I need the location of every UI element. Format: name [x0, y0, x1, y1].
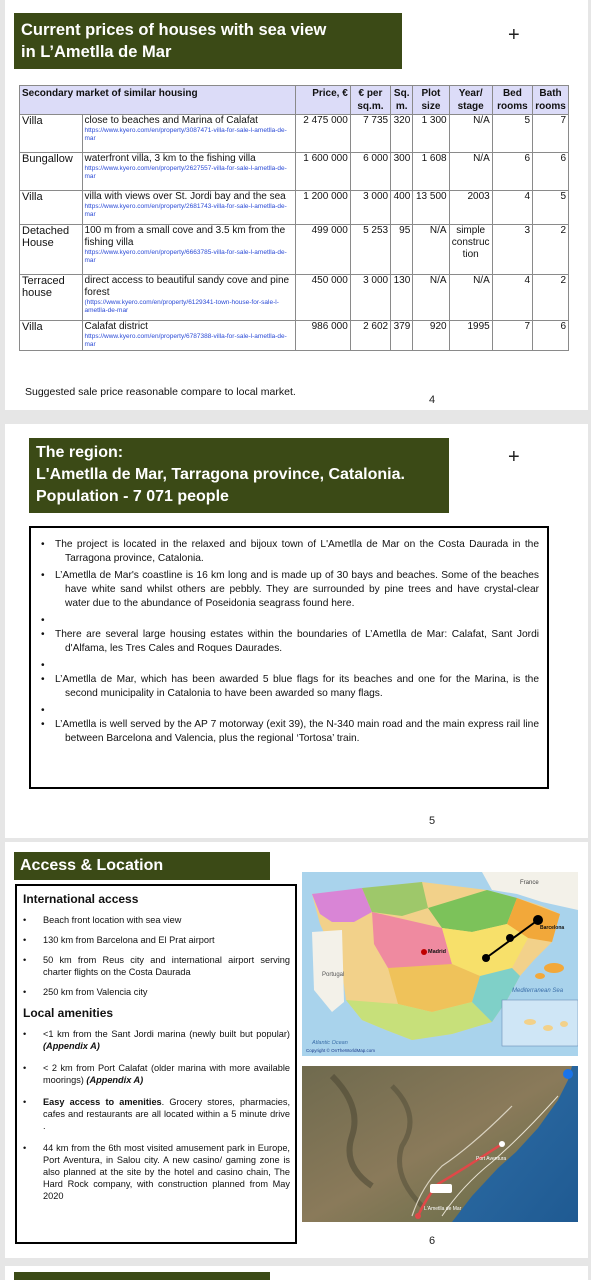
cell-description: direct access to beautiful sandy cove and pine forest (https://www.kyero.com/en/property/6129341-town-house-for-sale-l-ametlla-de-mar [82, 275, 296, 321]
cell-price-per-sqm: 6 000 [350, 153, 390, 191]
market-table [19, 85, 569, 351]
add-button[interactable]: + [508, 446, 520, 468]
page-title [14, 13, 402, 69]
table-row [20, 225, 569, 275]
table-header-row [20, 86, 569, 115]
page-4 [5, 0, 588, 410]
cell-type: Bungallow [20, 153, 83, 191]
list-item: • < 2 km from Port Calafat (older marina with more available moorings) (Appendix A) [23, 1062, 290, 1086]
cell-type: Detached House [20, 225, 83, 275]
list-item: • 50 km from Reus city and international airport serving charter flights on the Costa Daurada [23, 954, 290, 978]
cell-bathrooms: 6 [533, 153, 569, 191]
map-location-icon [563, 1069, 573, 1079]
page-title-banner [14, 1272, 270, 1280]
list-item: • L’Ametlla de Mar, which has been awarded 5 blue flags for its beaches and one for the Marina, is the second municipality in Catalonia to have been awarded so many flags. [41, 673, 539, 701]
cell-price: 1 200 000 [296, 191, 350, 225]
cell-plot: N/A [413, 225, 449, 275]
cell-bathrooms: 7 [533, 115, 569, 153]
satellite-map-graphic [302, 1066, 578, 1222]
access-box [15, 884, 297, 1244]
map-marker [506, 934, 514, 942]
listing-link[interactable]: https://www.kyero.com/en/property/2681743-villa-for-sale-l-ametlla-de-mar [84, 203, 287, 218]
cell-description: 100 m from a small cove and 3.5 km from the fishing villa https://www.kyero.com/en/property/6663785-villa-for-sale-l-ametlla-de-mar [82, 225, 296, 275]
header-sqm: Sq. m. [391, 86, 413, 115]
table-row [20, 153, 569, 191]
cell-sqm: 379 [391, 321, 413, 351]
cell-bathrooms: 2 [533, 225, 569, 275]
listing-link[interactable]: https://www.kyero.com/en/property/6663785-villa-for-sale-l-ametlla-de-mar [84, 249, 287, 264]
cell-plot: 1 300 [413, 115, 449, 153]
list-item: • There are several large housing estates within the boundaries of L’Ametlla de Mar: Calafat, Sant Jordi d'Alfama, les Tres Cales and Roques Daurades. [41, 628, 539, 656]
list-item: • The project is located in the relaxed and bijoux town of L'Ametlla de Mar on the Costa Daurada in the Tarragona province, Catalonia. [41, 538, 539, 566]
cell-type: Villa [20, 321, 83, 351]
page-number: 4 [429, 394, 436, 406]
map-copyright: Copyright © OnTheWorldMap.com [306, 1048, 376, 1053]
cell-price: 2 475 000 [296, 115, 350, 153]
cell-price-per-sqm: 3 000 [350, 191, 390, 225]
list-item: • L’Ametlla de Mar's coastline is 16 km long and is made up of 30 bays and beaches. Some of the beaches have white sand whilst others are pebbly. They are surrounded by pine trees and have crystal-clear water due to the abundance of Poseidonia seagrass found here. [41, 569, 539, 611]
page-title [29, 438, 449, 513]
map-marker [482, 954, 490, 962]
map-label-france: France [520, 880, 539, 886]
listing-link[interactable]: (https://www.kyero.com/en/property/6129341-town-house-for-sale-l-ametlla-de-mar [84, 299, 279, 314]
header-plot: Plot size [413, 86, 449, 115]
cell-price-per-sqm: 7 735 [350, 115, 390, 153]
cell-year: N/A [449, 115, 492, 153]
map-marker [415, 1213, 421, 1219]
listing-link[interactable]: https://www.kyero.com/en/property/2627557-villa-for-sale-l-ametlla-de-mar [84, 165, 287, 180]
cell-price-per-sqm: 5 253 [350, 225, 390, 275]
cell-year: simple construc tion [449, 225, 492, 275]
cell-price: 499 000 [296, 225, 350, 275]
list-item [41, 659, 539, 670]
cell-bathrooms: 6 [533, 321, 569, 351]
satellite-map [302, 1066, 578, 1222]
map-label-barcelona: Barcelona [540, 925, 565, 931]
title-line-3: Population - 7 071 people [36, 488, 229, 505]
cell-plot: N/A [413, 275, 449, 321]
cell-year: 2003 [449, 191, 492, 225]
region-bullets [41, 538, 539, 746]
cell-sqm: 300 [391, 153, 413, 191]
cell-year: N/A [449, 153, 492, 191]
header-price: Price, € [296, 86, 350, 115]
map-marker [533, 915, 543, 925]
title-line-1: The region: [36, 444, 124, 461]
sat-label-ametlla: L'Ametlla de Mar [424, 1206, 462, 1212]
table-row [20, 275, 569, 321]
add-button[interactable]: + [508, 24, 520, 46]
cell-bedrooms: 6 [492, 153, 532, 191]
cell-sqm: 320 [391, 115, 413, 153]
cell-bedrooms: 4 [492, 191, 532, 225]
map-label-sea: Mediterranean Sea [512, 988, 564, 994]
cell-price: 450 000 [296, 275, 350, 321]
map-label-madrid: Madrid [428, 949, 447, 955]
header-bathrooms: Bath rooms [533, 86, 569, 115]
cell-year: 1995 [449, 321, 492, 351]
spain-map [302, 872, 578, 1056]
international-list [23, 914, 290, 998]
page-number: 5 [429, 815, 436, 827]
cell-price-per-sqm: 2 602 [350, 321, 390, 351]
map-marker [499, 1141, 505, 1147]
cell-description: Calafat district https://www.kyero.com/en/property/6787388-villa-for-sale-l-ametlla-de-mar [82, 321, 296, 351]
title-line-1: Current prices of houses with sea view [21, 21, 327, 39]
international-heading: International access [23, 892, 139, 906]
page-6 [5, 842, 588, 1258]
cell-bathrooms: 5 [533, 191, 569, 225]
cell-sqm: 400 [391, 191, 413, 225]
list-item: • Easy access to amenities. Grocery stores, pharmacies, cafes and restaurants are all located within a 5 minute drive . [23, 1096, 290, 1132]
table-row [20, 115, 569, 153]
cell-bedrooms: 5 [492, 115, 532, 153]
header-year: Year/ stage [449, 86, 492, 115]
local-list [23, 1028, 290, 1202]
cell-plot: 13 500 [413, 191, 449, 225]
cell-description: close to beaches and Marina of Calafat https://www.kyero.com/en/property/3087471-villa-for-sale-l-ametlla-de-mar [82, 115, 296, 153]
header-price-per-sqm: € per sq.m. [350, 86, 390, 115]
list-item [41, 614, 539, 625]
list-item: • L’Ametlla is well served by the AP 7 motorway (exit 39), the N-340 main road and the main express rail line between Barcelona and Valencia, plus the regional ‘Tortosa’ train. [41, 718, 539, 746]
cell-year: N/A [449, 275, 492, 321]
sat-label-port-aventura: Port Aventura [476, 1156, 507, 1162]
page-number: 6 [429, 1235, 436, 1247]
map-marker [421, 949, 427, 955]
list-item: • 130 km from Barcelona and El Prat airport [23, 934, 290, 946]
spain-map-graphic [302, 872, 578, 1056]
page-7 [5, 1266, 588, 1280]
title-line-2: in L’Ametlla de Mar [21, 43, 172, 61]
cell-plot: 920 [413, 321, 449, 351]
cell-type: Villa [20, 115, 83, 153]
listing-link[interactable]: https://www.kyero.com/en/property/3087471-villa-for-sale-l-ametlla-de-mar [84, 127, 287, 142]
cell-description: waterfront villa, 3 km to the fishing villa https://www.kyero.com/en/property/2627557-villa-for-sale-l-ametlla-de-mar [82, 153, 296, 191]
table-row [20, 321, 569, 351]
cell-bathrooms: 2 [533, 275, 569, 321]
page-title: Access & Location [14, 852, 270, 880]
page-5 [5, 424, 588, 838]
cell-price: 986 000 [296, 321, 350, 351]
cell-plot: 1 608 [413, 153, 449, 191]
cell-bedrooms: 3 [492, 225, 532, 275]
cell-type: Villa [20, 191, 83, 225]
list-item [41, 704, 539, 715]
list-item: • 250 km from Valencia city [23, 986, 290, 998]
header-bedrooms: Bed rooms [492, 86, 532, 115]
cell-bedrooms: 4 [492, 275, 532, 321]
price-note: Suggested sale price reasonable compare to local market. [25, 386, 296, 398]
cell-sqm: 130 [391, 275, 413, 321]
region-info-box [29, 526, 549, 789]
list-item: • 44 km from the 6th most visited amusement park in Europe, Port Aventura, in Salou city. A new casino/ gaming zone is also planned at the site by the hotel and casino chain, The Hard Rock company, with construction planned from May 2020 [23, 1142, 290, 1202]
cell-description: villa with views over St. Jordi bay and the sea https://www.kyero.com/en/property/2681743-villa-for-sale-l-ametlla-de-mar [82, 191, 296, 225]
cell-bedrooms: 7 [492, 321, 532, 351]
cell-price-per-sqm: 3 000 [350, 275, 390, 321]
cell-type: Terraced house [20, 275, 83, 321]
header-description: Secondary market of similar housing [20, 86, 296, 115]
map-label-atlantic: Atlantic Ocean [312, 1040, 348, 1046]
map-label-portugal: Portugal [322, 972, 345, 978]
cell-sqm: 95 [391, 225, 413, 275]
local-heading: Local amenities [23, 1006, 114, 1020]
list-item: • Beach front location with sea view [23, 914, 290, 926]
title-line-2: L'Ametlla de Mar, Tarragona province, Catalonia. [36, 466, 405, 483]
list-item: • <1 km from the Sant Jordi marina (newly built but popular) (Appendix A) [23, 1028, 290, 1052]
cell-price: 1 600 000 [296, 153, 350, 191]
table-row [20, 191, 569, 225]
listing-link[interactable]: https://www.kyero.com/en/property/6787388-villa-for-sale-l-ametlla-de-mar [84, 333, 287, 348]
